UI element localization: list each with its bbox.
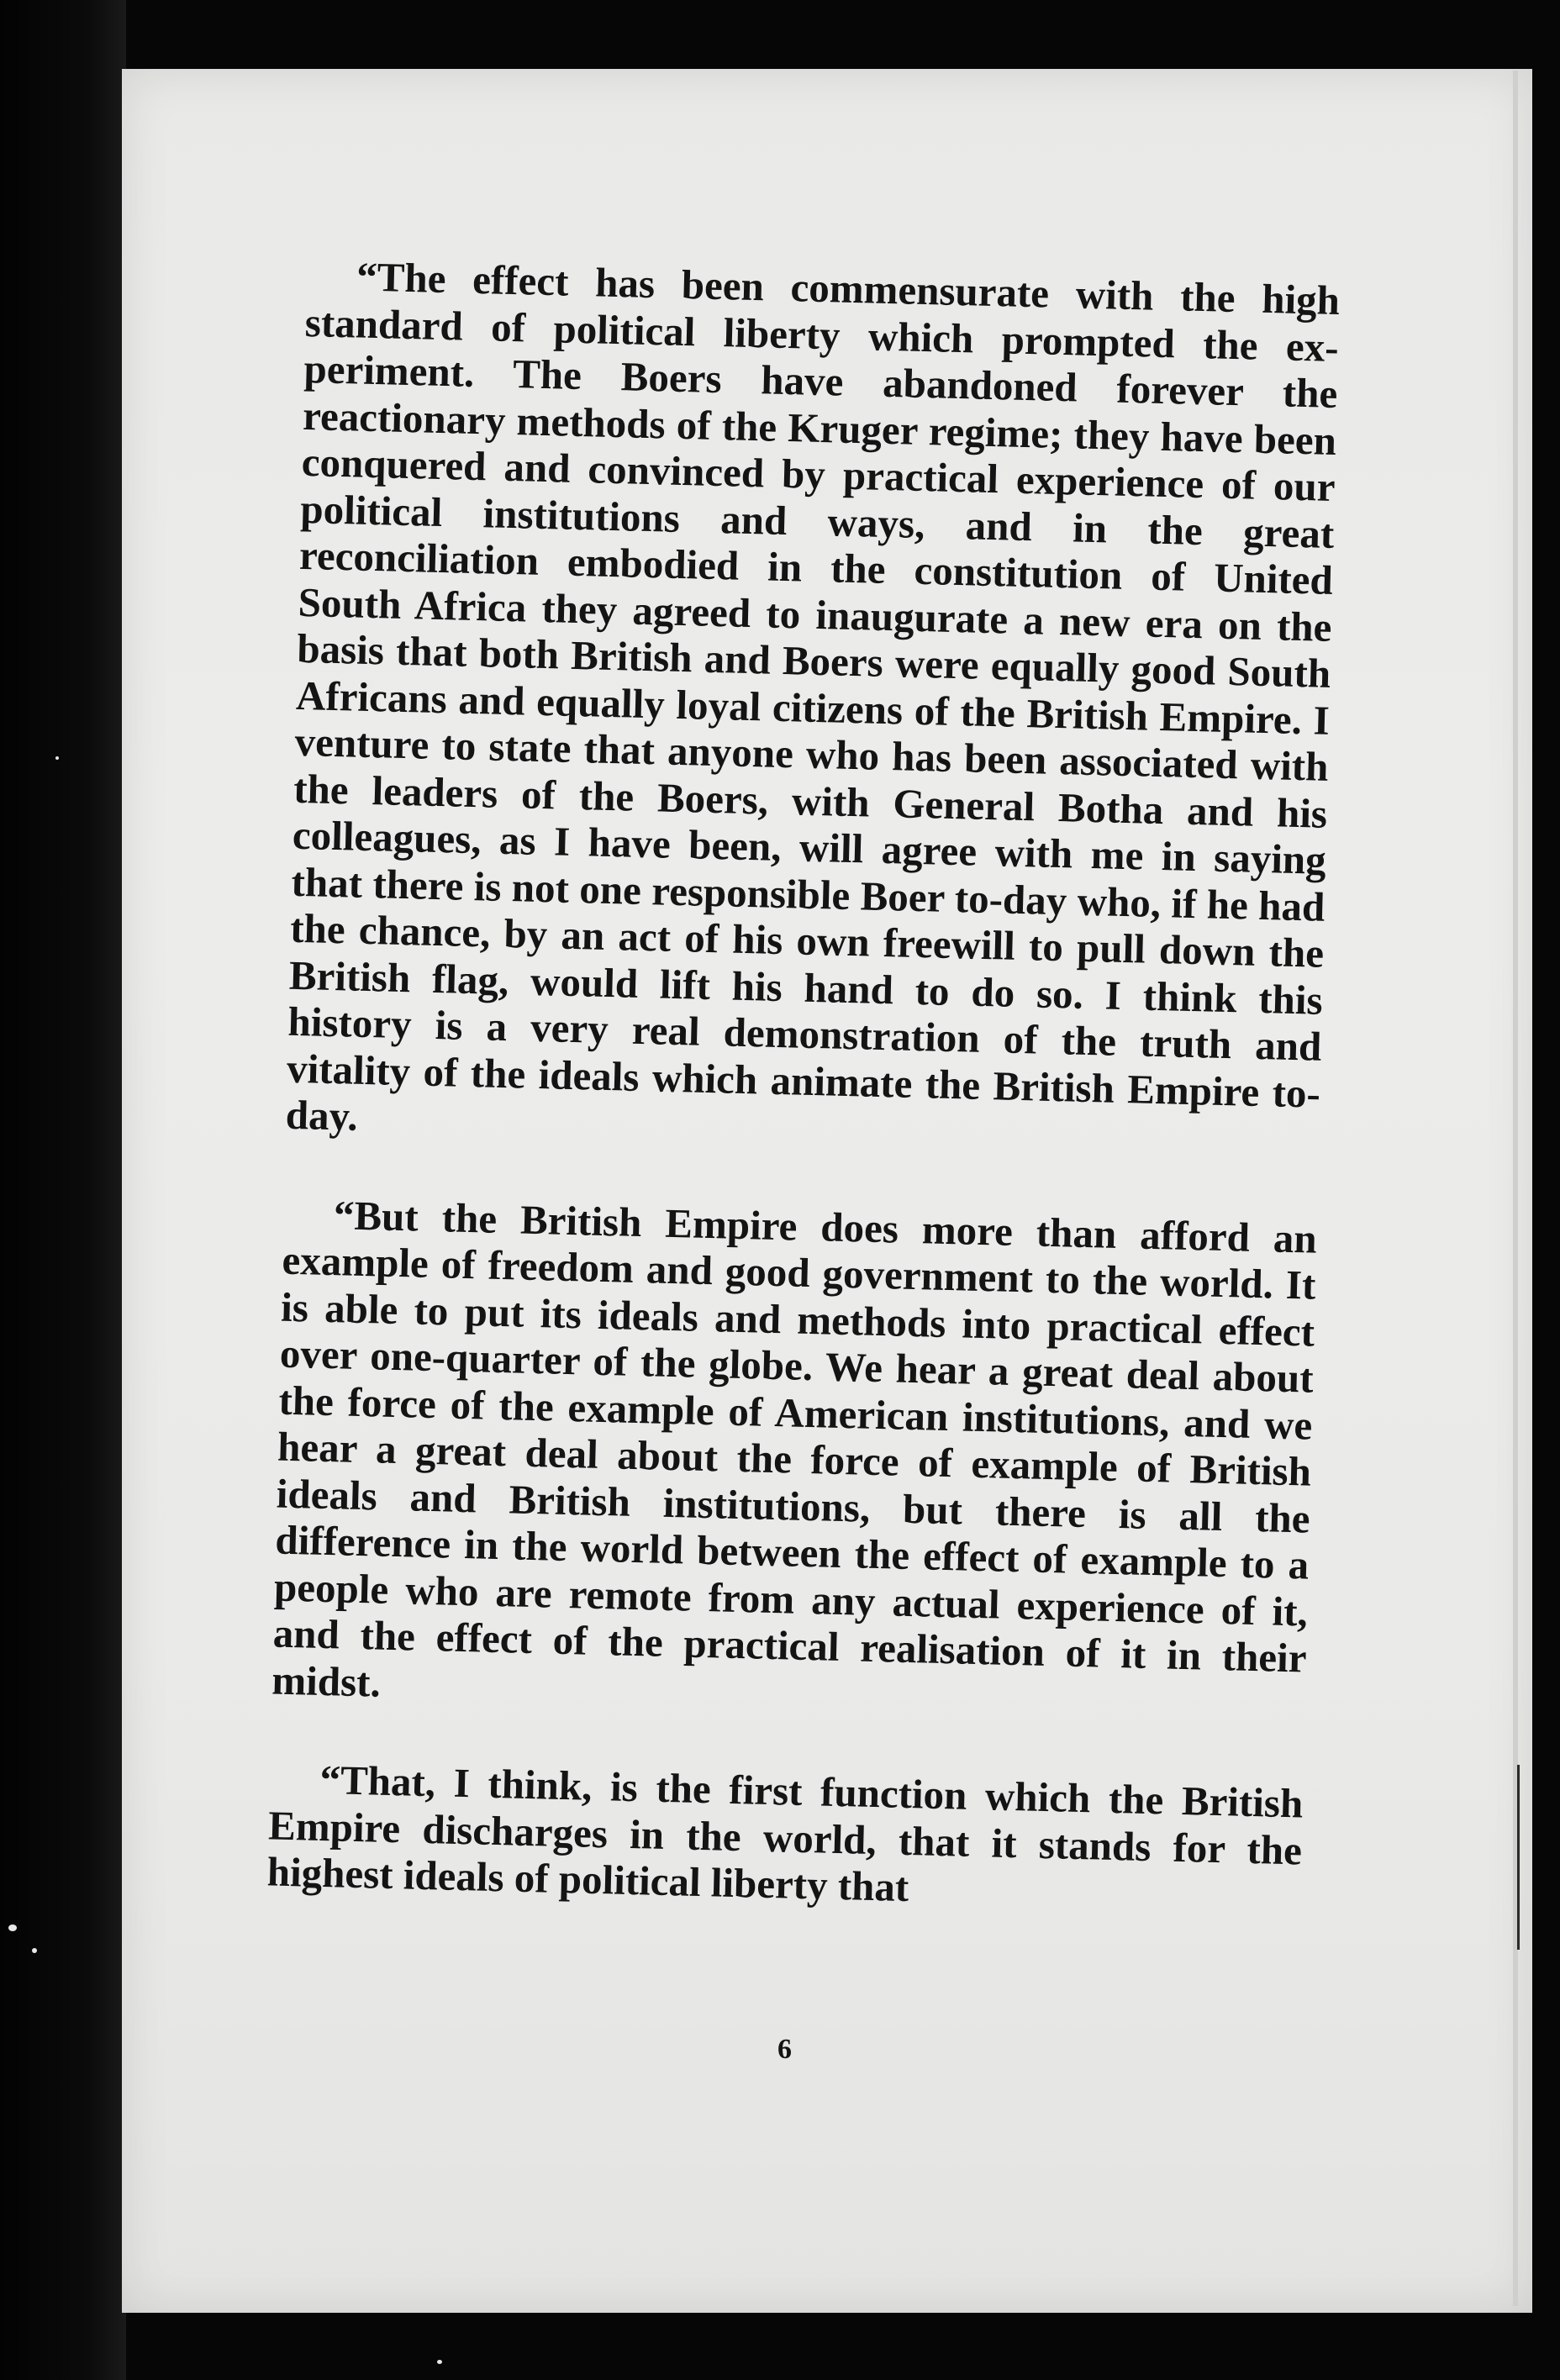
scan-dust-speck (437, 2360, 442, 2364)
paragraph-1: “The effect has been commensurate with the high standard of political liberty which prompted the experiment. The Boers have abandoned forever the reactionary methods of the Kruger regime; they have been conquered and convinced by practical experience of our political institutions and ways, and in the great reconciliation embodied in the constitution of United South Africa they agreed to inaugurate a new era on the basis that both British and Boers were equally good South Africans and equally loyal citizens of the British Empire. I venture to state that anyone who has been associated with the leaders of the Boers, with General Botha and his colleagues, as I have been, will agree with me in saying that there is not one responsible Boer to-day who, if he had the chance, by an act of his own freewill to pull down the British flag, would lift his hand to do so. I think this history is a very real demonstration of the truth and vitality of the ideals which animate the British Empire to-day. (285, 253, 1341, 1140)
scan-dust-speck (8, 1925, 17, 1931)
scan-dust-speck (32, 1948, 37, 1953)
binding-mark (1517, 1765, 1520, 1950)
paragraph-2: “But the British Empire does more than afford an example of freedom and good government to the world. It is able to put its ideals and methods into practical effect over one-quarter of the globe. We hear a great deal about the force of the example of American institutions, and we hear a great deal about the force of example of British ideals and British institutions, but there is all the difference in the world between the effect of example to a people who are remote from any actual experience of it, and the effect of the practical realisation of it in their midst. (271, 1191, 1318, 1706)
scan-border-left (0, 0, 126, 2380)
page-edge (1513, 71, 1518, 2306)
page-number: 6 (777, 2034, 792, 2065)
scan-dust-speck (55, 756, 59, 760)
body-text (266, 252, 1341, 1972)
paragraph-3: “That, I think, is the first function which the British Empire discharges in the world, that it stands for the highest ideals of political liberty that (266, 1756, 1304, 1911)
